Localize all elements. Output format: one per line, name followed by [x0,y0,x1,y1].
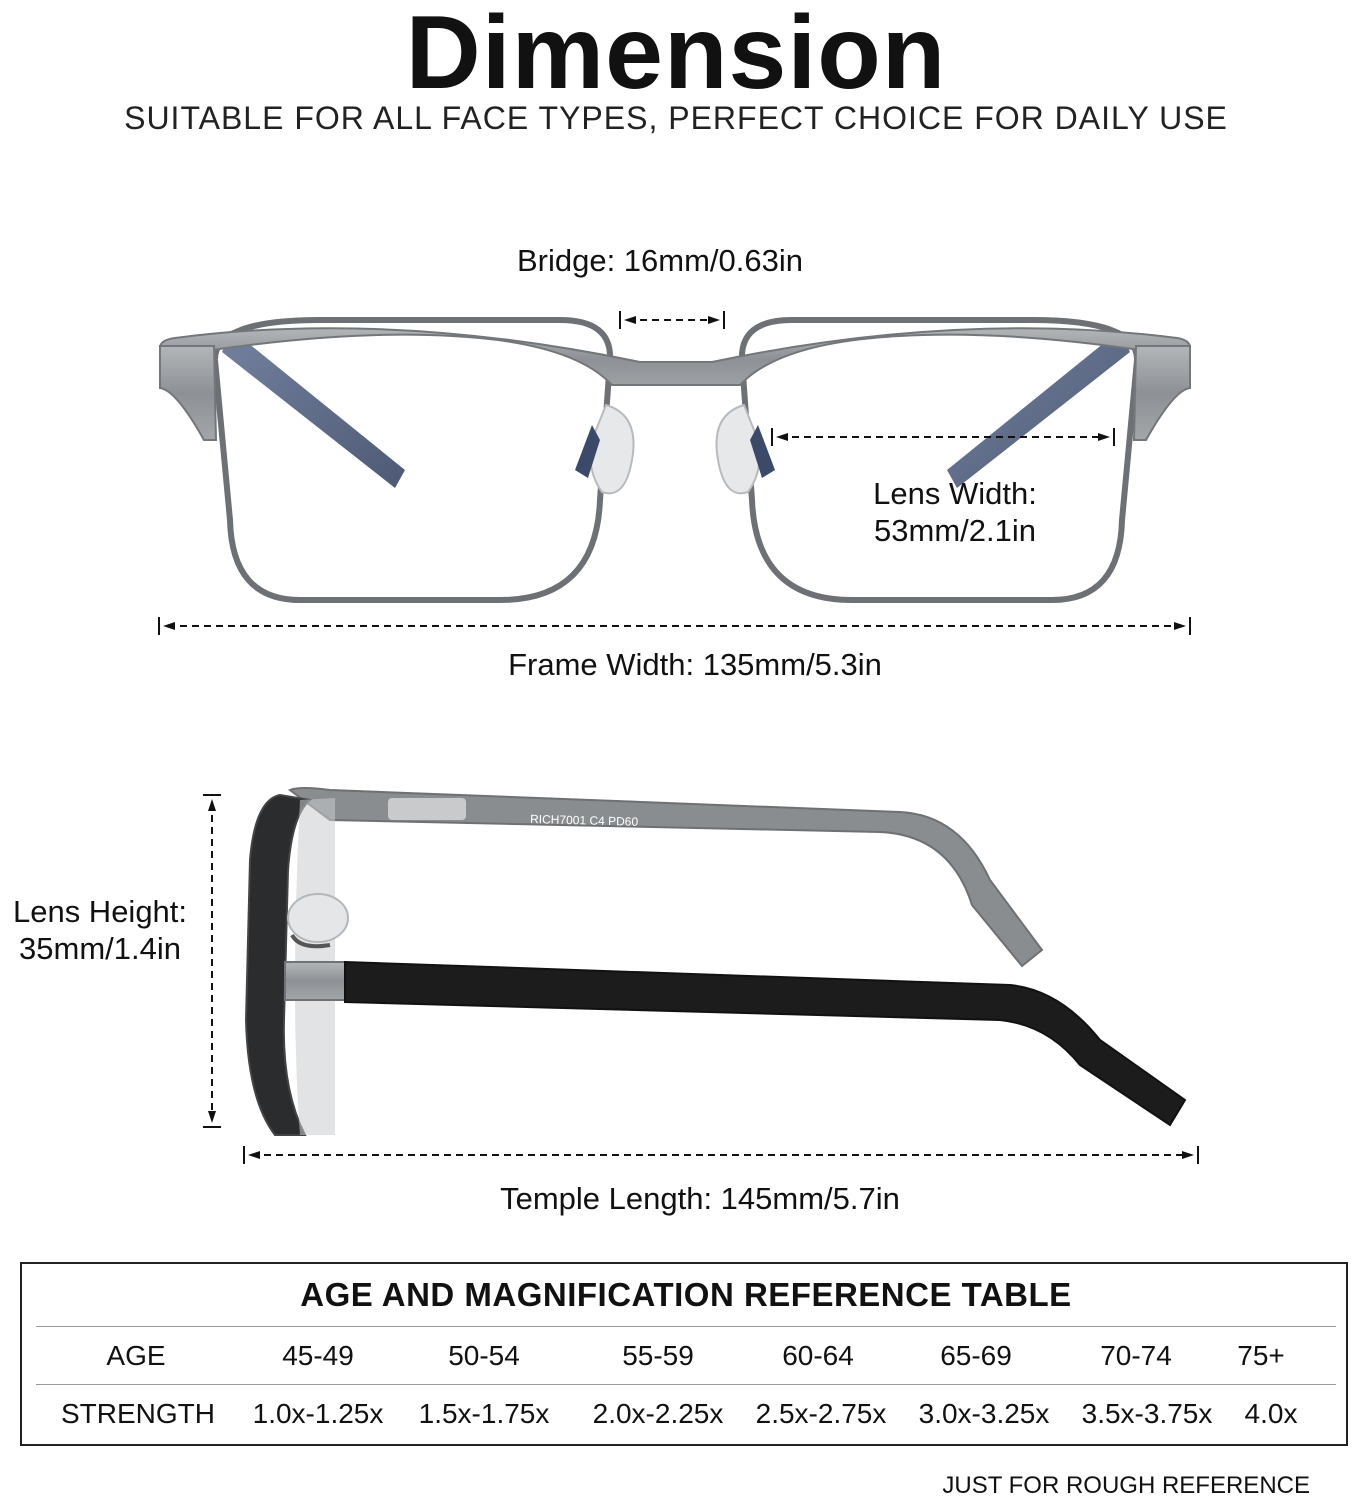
left-end-piece [160,346,216,440]
left-temple-through-lens [222,330,405,488]
lens-width-dimension-line [772,428,1114,446]
age-cell: 55-59 [622,1340,694,1371]
strength-cell: 2.0x-2.25x [592,1398,724,1429]
age-cell: 75+ [1237,1340,1285,1371]
right-temple-through-lens [947,330,1130,488]
age-cell: 70-74 [1100,1340,1172,1371]
left-lens-rim [215,320,610,600]
side-hinge-block [285,962,345,1000]
lens-height-dimension-line [203,795,221,1127]
table-divider-top [36,1326,1336,1327]
right-end-piece [1134,346,1190,440]
temple-length-dimension-line [244,1146,1198,1164]
frame-width-label: Frame Width: 135mm/5.3in [508,647,882,682]
frame-width-dimension-line [159,617,1190,635]
back-hinge [388,798,466,820]
page-subtitle: SUITABLE FOR ALL FACE TYPES, PERFECT CHOICE FOR DAILY USE [124,100,1228,136]
bridge-label: Bridge: 16mm/0.63in [516,243,804,278]
strength-cell: 3.0x-3.25x [918,1398,1050,1429]
front-view-glasses [160,320,1190,600]
table-title: AGE AND MAGNIFICATION REFERENCE TABLE [300,1276,1072,1313]
side-nose-pad [288,894,348,942]
side-view-glasses [246,788,1185,1135]
age-cell: 45-49 [282,1340,354,1371]
frame-brow-bar [160,328,1190,392]
front-temple-black [345,962,1185,1125]
lens-width-label-line2: 53mm/2.1in [874,513,1036,548]
strength-cell: 1.5x-1.75x [418,1398,550,1429]
temple-imprint: RICH7001 C4 PD60 [529,812,639,829]
age-magnification-table [20,1262,1348,1446]
strength-cell: 4.0x [1244,1398,1298,1429]
lens-height-label [0,893,200,967]
age-cell: 60-64 [782,1340,854,1371]
age-cell: 50-54 [448,1340,520,1371]
lens-height-label-line2: 35mm/1.4in [19,931,181,966]
temple-length-label: Temple Length: 145mm/5.7in [500,1181,900,1216]
strength-cell: 3.5x-3.75x [1081,1398,1213,1429]
lens-height-label-line1: Lens Height: [12,894,188,929]
age-cell: 65-69 [940,1340,1012,1371]
strength-cell: 1.0x-1.25x [252,1398,384,1429]
lens-width-label [800,475,1110,549]
right-lens-rim [742,320,1137,600]
footnote: JUST FOR ROUGH REFERENCE [942,1472,1310,1499]
age-row-label: AGE [106,1340,166,1371]
strength-row-label: STRENGTH [61,1398,215,1429]
bridge-dimension-line [620,311,724,329]
page-title: Dimension [405,0,947,111]
lens-width-label-line1: Lens Width: [873,476,1037,511]
table-divider-middle [36,1384,1336,1385]
strength-cell: 2.5x-2.75x [755,1398,887,1429]
